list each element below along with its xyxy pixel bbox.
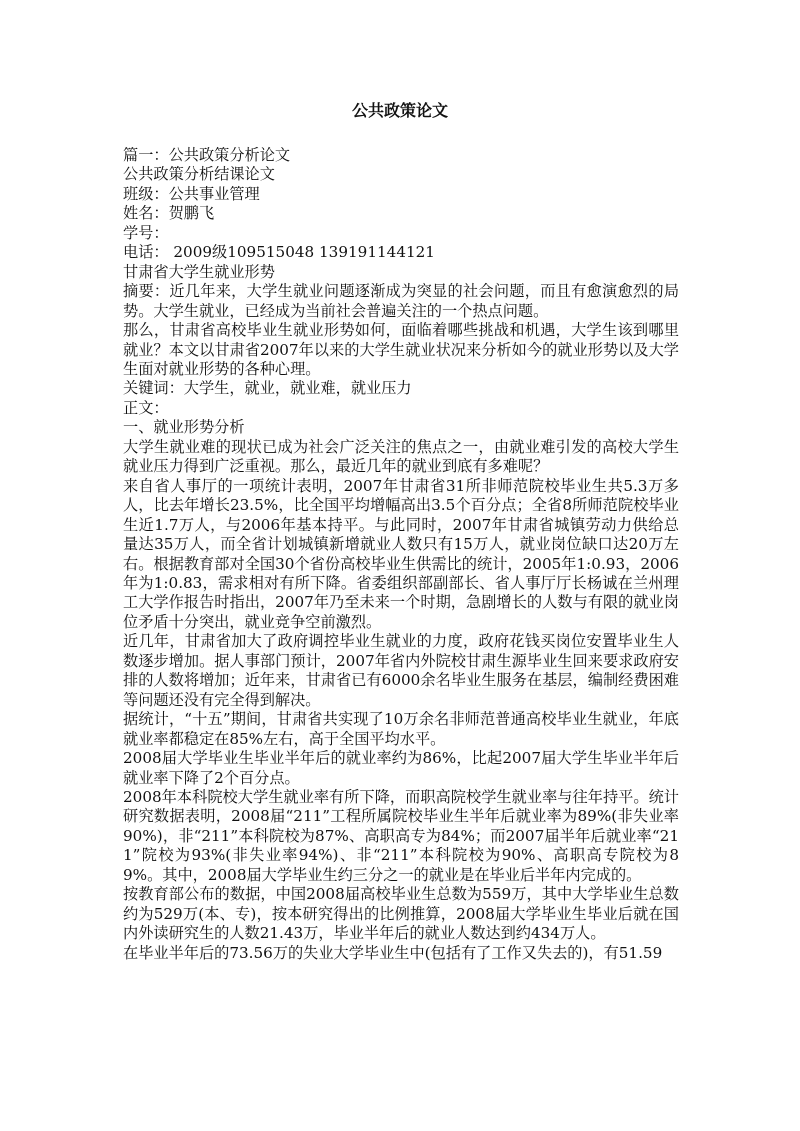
keywords: 关键词：大学生，就业，就业难，就业压力 <box>123 379 412 398</box>
body-paragraph: 近几年，甘肃省加大了政府调控毕业生就业的力度，政府花钱买岗位安置毕业生人数逐步增加。据人事部门预计，2007年省内外院校甘肃生源毕业生回来要求政府安排的人数将增加；近年来，甘肃省已有6000余名毕业生服务在基层，编制经费困难等问题还没有完全得到解决。 <box>123 632 679 709</box>
body-paragraph: 按教育部公布的数据，中国2008届高校毕业生总数为559万，其中大学毕业生总数约为529万(本、专)，按本研究得出的比例推算，2008届大学毕业生毕业后就在国内外读研究生的人数21.43万，毕业半年后的就业人数达到约434万人。 <box>123 885 679 943</box>
body-paragraph: 2008年本科院校大学生就业率有所下降，而职高院校学生就业率与往年持平。统计研究数据表明，2008届“211”工程所属院校毕业生半年后就业率为89%(非失业率90%)，非“211”本科院校为87%、高职高专为84%；而2007届半年后就业率“211”院校为93%(非失业率94%)、非“211”本科院校为90%、高职高专院校为89%。其中，2008届大学毕业生约三分之一的就业是在毕业后半年内完成的。 <box>123 787 679 884</box>
student-id: 学号： <box>123 223 169 242</box>
main-text-label: 正文： <box>123 398 169 417</box>
essay-title: 甘肃省大学生就业形势 <box>123 262 275 281</box>
document-title: 公共政策论文 <box>351 101 448 120</box>
paper-title: 公共政策分析结课论文 <box>123 165 275 184</box>
body-paragraph: 2008届大学毕业生毕业半年后的就业率约为86%，比起2007届大学生毕业半年后就业率下降了2个百分点。 <box>123 749 679 787</box>
body-paragraph: 来自省人事厅的一项统计表明，2007年甘肃省31所非师范院校毕业生共5.3万多人，比去年增长23.5%，比全国平均增幅高出3.5个百分点；全省8所师范院校毕业生近1.7万人，与2006年基本持平。与此同时，2007年甘肃省城镇劳动力供给总量达35万人，而全省计划城镇新增就业人数只有15万人，就业岗位缺口达20万左右。根据教育部对全国30个省份高校毕业生供需比的统计，2005年1:0.93，2006年为1:0.83，需求相对有所下降。省委组织部副部长、省人事厅厅长杨诚在兰州理工大学作报告时指出，2007年乃至未来一个时期，急剧增长的人数与有限的就业岗位矛盾十分突出，就业竞争空前激烈。 <box>123 476 679 631</box>
phone-info: 电话： 2009级109515048 139191144121 <box>123 243 435 262</box>
abstract-paragraph: 摘要：近几年来，大学生就业问题逐渐成为突显的社会问题，而且有愈演愈烈的局势。大学生就业，已经成为当前社会普遍关注的一个热点问题。 <box>123 282 679 320</box>
body-paragraph: 在毕业半年后的73.56万的失业大学毕业生中(包括有了工作又失去的)，有51.59 <box>123 943 663 962</box>
class-info: 班级：公共事业管理 <box>123 184 260 203</box>
author-name: 姓名：贺鹏飞 <box>123 204 215 223</box>
body-paragraph: 大学生就业难的现状已成为社会广泛关注的焦点之一，由就业难引发的高校大学生就业压力得到广泛重视。那么，最近几年的就业到底有多难呢？ <box>123 437 679 476</box>
section-heading: 篇一：公共政策分析论文 <box>123 146 291 164</box>
subsection-heading: 一、就业形势分析 <box>123 418 245 437</box>
document-body <box>123 146 679 963</box>
body-paragraph: 据统计，“十五”期间，甘肃省共实现了10万余名非师范普通高校毕业生就业，年底就业率都稳定在85%左右，高于全国平均水平。 <box>123 710 679 748</box>
body-paragraph: 那么，甘肃省高校毕业生就业形势如何，面临着哪些挑战和机遇，大学生该到哪里就业？本文以甘肃省2007年以来的大学生就业状况来分析如今的就业形势以及大学生面对就业形势的各种心理。 <box>123 321 679 378</box>
